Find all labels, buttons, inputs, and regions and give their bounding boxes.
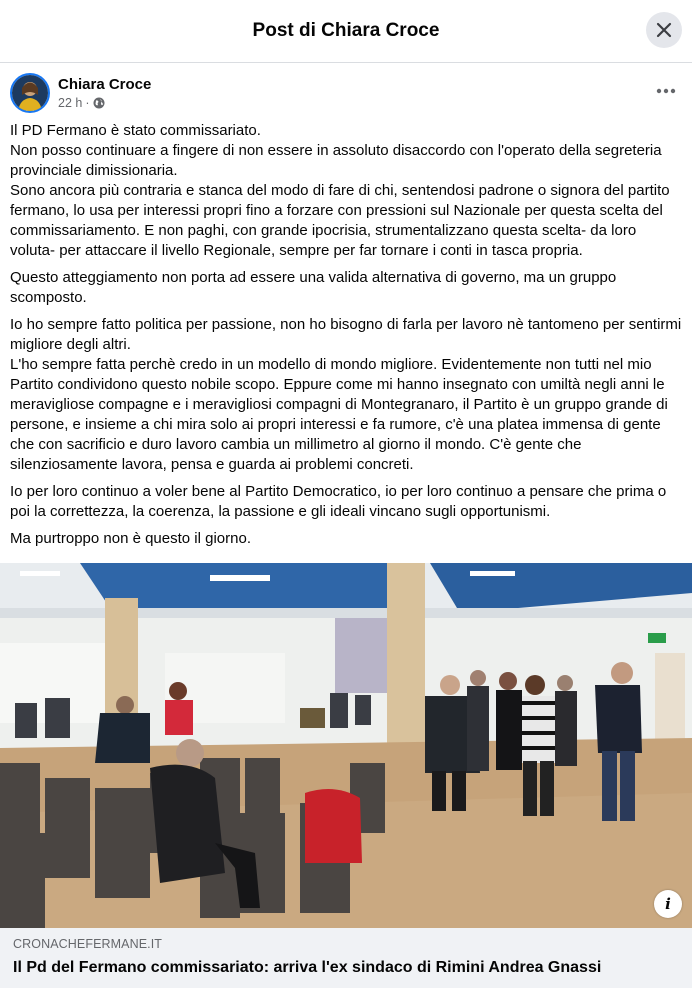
more-options-button[interactable] [652,77,680,105]
avatar[interactable] [10,73,50,113]
post-paragraph: Il PD Fermano è stato commissariato. Non posso continuare a fingere di non essere in assoluto disaccordo con l'operato della segreteria provinciale dimissionaria. Sono ancora più contraria e stanca del modo di fare di chi, sentendosi padrone o signora del partito fermano, lo usa per interessi propri fino a forzare con pressioni sul Nazionale per questa scelta del commissariamento. E non paghi, con grande ipocrisia, strumentalizzano questa scelta- da loro voluta- per attaccare il livello Regionale, sempre per far tornare i conti in tasca propria. [10,122,670,259]
close-icon [656,22,672,38]
link-domain: CRONACHEFERMANE.IT [13,937,163,951]
post-timestamp[interactable]: 22 h [58,96,83,110]
post-photo[interactable] [0,563,692,928]
more-horizontal-icon [656,88,676,94]
meta-separator: · [85,96,90,110]
post-meta [58,96,151,110]
post-paragraph: Ma purtroppo non è questo il giorno. [10,530,251,547]
author-name[interactable]: Chiara Croce [58,76,152,93]
info-icon: i [665,895,671,913]
link-title[interactable]: Il Pd del Fermano commissariato: arriva l'ex sindaco di Rimini Andrea Gnassi [13,959,602,976]
modal-title: Post di Chiara Croce [252,20,440,41]
post-paragraph: Io per loro continuo a voler bene al Partito Democratico, io per loro continuo a pensare che prima o poi la correttezza, la coerenza, la passione e gli ideali vincano sugli opportunismi. [10,483,667,520]
modal-header [0,0,692,63]
info-button[interactable] [654,890,682,918]
post-header [0,63,692,121]
post-paragraph: Questo atteggiamento non porta ad essere una valida alternativa di governo, ma un gruppo scomposto. [10,269,617,306]
post-paragraph: Io ho sempre fatto politica per passione, non ho bisogno di farla per lavoro nè tantomeno per sentirmi migliore degli altri. L'ho sempre fatta perchè credo in un modello di mondo migliore. Evidentemente non tutti nel mio Partito condividono questo nobile scopo. Eppure come mi hanno insegnato con umiltà negli anni le meravigliose compagne e i meravigliosi compagni di Montegranaro, il Partito è un gruppo grande di persone, e insieme a chi mira solo ai propri interessi e fa rumore, c'è una platea immensa di gente che con sacrificio e duro lavoro cambia un millimetro al giorno il mondo. C'è gente che silenziosamente lavora, pensa e guarda ai problemi concreti. [10,316,682,473]
globe-icon[interactable] [93,97,105,109]
close-button[interactable] [646,12,682,48]
link-preview[interactable] [0,928,692,988]
post-text [0,121,692,549]
